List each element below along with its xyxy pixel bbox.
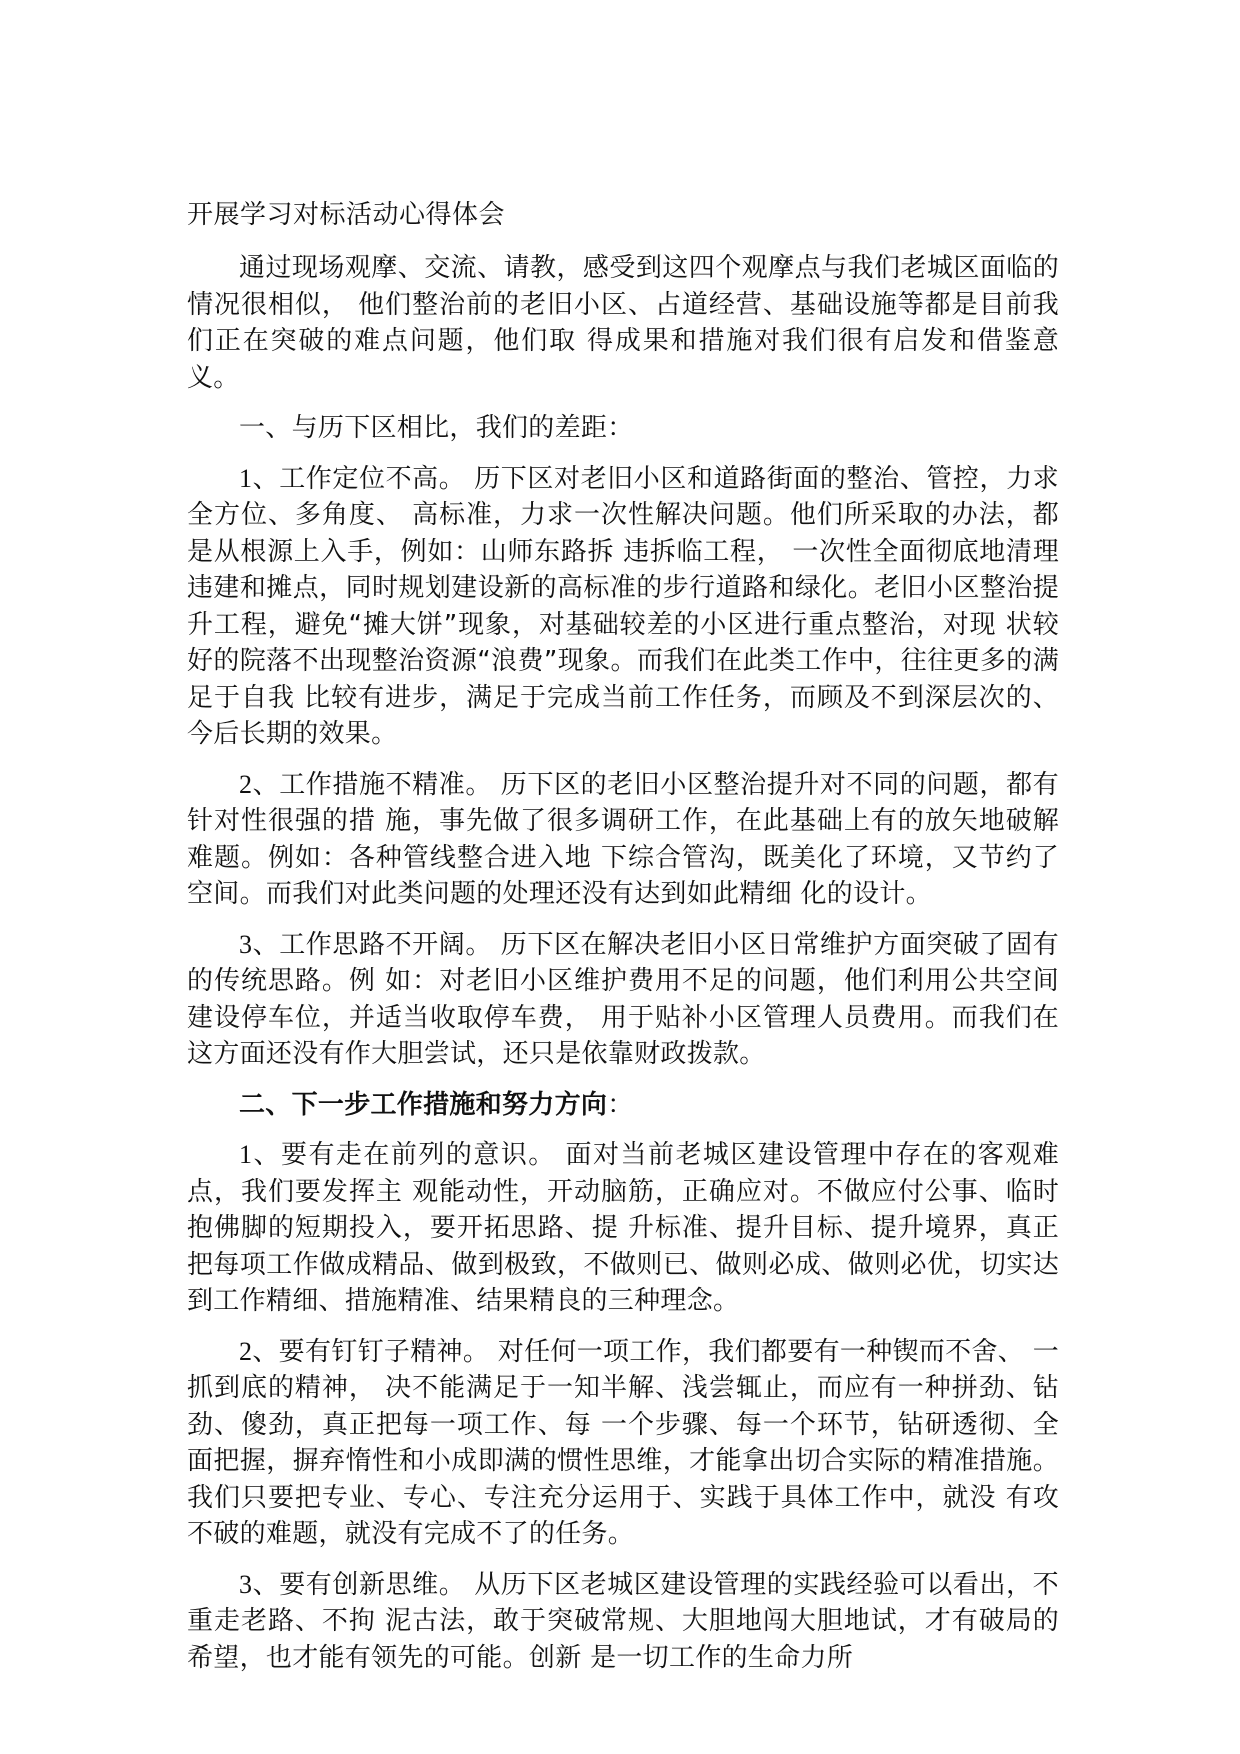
section2-heading [187,1087,1059,1124]
section2-item-1 [187,1137,1059,1320]
item-text: 、要有走在前列的意识。 面对当前老城区建设管理中存在的客观难点，我们要发挥主 观能动性，开动脑筋，正确应对。不做应付公事、临时抱佛脚的短期投入，要开拓思路、提 升标准、提升目标、提升境界，真正把每项工作做成精品、做到极致，不做则已、做则必成、做则必优，切实达到工作精细、措施精准、结果精良的三种理念。 [187,1140,1059,1316]
item-text: 、工作思路不开阔。 历下区在解决老旧小区日常维护方面突破了固有的传统思路。例 如：对老旧小区维护费用不足的问题，他们利用公共空间建设停车位，并适当收取停车费， 用于贴补小区管理人员费用。而我们在这方面还没有作大胆尝试，还只是依靠财政拨款。 [187,929,1059,1069]
item-text: 、工作定位不高。 历下区对老旧小区和道路街面的整治、管控，力求全方位、多角度、 高标准，力求一次性解决问题。他们所采取的办法，都是从根源上入手，例如：山师东路拆 违拆临工程， 一次性全面彻底地清理违建和摊点，同时规划建设新的高标准的步行道路和绿化。老旧小区整治提升工程，避免“摊大饼”现象，对基础较差的小区进行重点整治，对现 状较好的院落不出现整治资源“浪费”现象。而我们在此类工作中，往往更多的满足于自我 比较有进步，满足于完成当前工作任务，而顾及不到深层次的、今后长期的效果。 [187,463,1059,749]
document-page [187,198,1059,1690]
section1-item-3 [187,927,1059,1073]
section2-item-3 [187,1567,1059,1677]
item-number: 3 [239,929,253,959]
item-number: 3 [239,1569,253,1599]
section1-item-1 [187,461,1059,753]
item-text: 、要有创新思维。 从历下区老城区建设管理的实践经验可以看出，不重走老路、不拘 泥古法，敢于突破常规、大胆地闯大胆地试，才有破局的希望，也才能有领先的可能。创新 是一切工作的生命力所 [187,1569,1059,1673]
section2-heading-suffix: ： [607,1089,634,1120]
section2-item-2 [187,1334,1059,1553]
document-title: 开展学习对标活动心得体会 [187,200,506,230]
item-number: 1 [239,1140,253,1169]
item-number: 2 [239,1336,253,1366]
intro-paragraph: 通过现场观摩、交流、请教，感受到这四个观摩点与我们老城区面临的情况很相似， 他们整治前的老旧小区、占道经营、基础设施等都是目前我们正在突破的难点问题，他们取 得成果和措施对我们很有启发和借鉴意义。 [187,253,1059,393]
section1-heading: 一、与历下区相比，我们的差距： [239,413,634,443]
section2-heading-text: 二、下一步工作措施和努力方向 [239,1089,608,1120]
item-number: 1 [239,463,253,493]
item-number: 2 [239,769,253,799]
item-text: 、工作措施不精准。 历下区的老旧小区整治提升对不同的问题，都有针对性很强的措 施，事先做了很多调研工作，在此基础上有的放矢地破解难题。例如：各种管线整合进入地 下综合管沟，既美化了环境，又节约了空间。而我们对此类问题的处理还没有达到如此精细 化的设计。 [187,769,1059,909]
item-text: 、要有钉钉子精神。 对任何一项工作，我们都要有一种锲而不舍、 一抓到底的精神， 决不能满足于一知半解、浅尝辄止，而应有一种拼劲、钻劲、傻劲，真正把每一项工作、每 一个步骤、每一个环节，钻研透彻、全面把握，摒弃惰性和小成即满的惯性思维，才能拿出切合实际的精准措施。我们只要把专业、专心、专注充分运用于、实践于具体工作中，就没 有攻不破的难题，就没有完成不了的任务。 [187,1336,1059,1549]
section1-item-2 [187,767,1059,913]
